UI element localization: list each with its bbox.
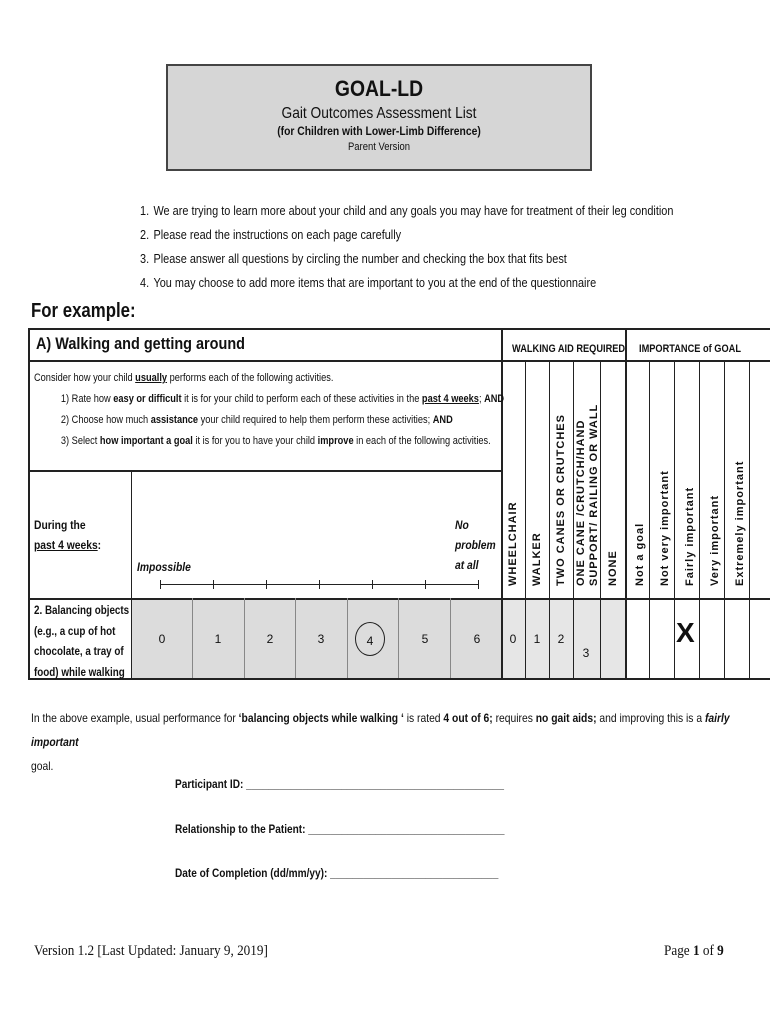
scale-option[interactable]: 5 xyxy=(421,632,429,646)
example-explanation: In the above example, usual performance for ‘balancing objects while walking ‘ is rated 4 out of 6; requires no gait aids; and improving this is a fairly important goal. xyxy=(31,711,730,773)
aid-option[interactable]: 2 xyxy=(557,632,565,646)
instruction-item: 1. We are trying to learn more about your child and any goals you may have for treatment of their leg condition xyxy=(140,203,674,218)
instructions-list xyxy=(140,201,700,297)
scale-option[interactable]: 3 xyxy=(317,632,325,646)
selection-circle xyxy=(355,622,385,656)
divider xyxy=(625,330,627,678)
during-label: During the past 4 weeks: xyxy=(34,518,102,552)
divider xyxy=(649,362,650,678)
divider xyxy=(398,598,399,678)
importance-label-very: Very important xyxy=(709,494,721,586)
divider xyxy=(450,598,451,678)
scale-tick xyxy=(319,580,320,589)
importance-header: IMPORTANCE of GOAL xyxy=(639,343,741,355)
divider xyxy=(573,362,574,678)
divider xyxy=(600,362,601,678)
section-title: A) Walking and getting around xyxy=(36,334,245,353)
instruction-item: 4. You may choose to add more items that are important to you at the end of the questionnaire xyxy=(140,275,597,290)
scale-option-selected[interactable]: 4 xyxy=(366,634,374,648)
importance-label-not-a-goal: Not a goal xyxy=(634,522,646,586)
aid-label-one-cane: ONE CANE /CRUTCH/HAND xyxy=(575,419,587,586)
walking-aid-header: WALKING AID REQUIRED xyxy=(512,343,626,355)
version-label: Parent Version xyxy=(347,141,411,153)
example-form-table xyxy=(28,328,770,680)
participant-id-field[interactable]: Participant ID: ______________________________________________ xyxy=(175,777,505,791)
divider xyxy=(699,362,700,678)
importance-check-mark[interactable]: X xyxy=(676,617,695,648)
scale-tick xyxy=(266,580,267,589)
aid-option[interactable]: 0 xyxy=(509,632,517,646)
document-subtitle: Gait Outcomes Assessment List xyxy=(281,105,477,122)
aid-label-walker: WALKER xyxy=(531,532,543,586)
instruction-item: 2. Please read the instructions on each page carefully xyxy=(140,227,402,242)
divider xyxy=(244,598,245,678)
title-box xyxy=(166,64,592,171)
scale-tick xyxy=(213,580,214,589)
page-number: Page 1 of 9 xyxy=(664,943,724,959)
divider xyxy=(131,470,132,678)
scale-tick xyxy=(372,580,373,589)
scale-tick xyxy=(425,580,426,589)
version-footer: Version 1.2 [Last Updated: January 9, 2019] xyxy=(34,943,268,959)
activity-row-label: 2. Balancing objects (e.g., a cup of hot chocolate, a tray of food) while walking xyxy=(34,603,130,679)
scale-option[interactable]: 0 xyxy=(158,632,166,646)
divider xyxy=(525,362,526,678)
importance-label-extremely: Extremely important xyxy=(734,460,746,586)
relationship-field[interactable]: Relationship to the Patient: ___________________________________ xyxy=(175,822,505,836)
impossible-label: Impossible xyxy=(137,560,191,574)
scale-option[interactable]: 6 xyxy=(473,632,481,646)
divider xyxy=(30,360,770,362)
aid-option[interactable]: 3 xyxy=(582,646,590,660)
date-of-completion-field[interactable]: Date of Completion (dd/mm/yy): ______________________________ xyxy=(175,866,499,880)
instructions-block: Consider how your child usually performs each of the following activities. 1) Rate how easy or difficult it is for your child to perform each of these activities in the past 4 weeks; AND 2) Choose how much assistance your child required to help them perform these activities; AND 3) Select how important a goal it is for you to have your child improve in each of the following activities. xyxy=(34,372,505,447)
divider xyxy=(295,598,296,678)
aid-label-support: SUPPORT/ RAILING OR WALL xyxy=(588,403,600,586)
aid-label-wheelchair: WHEELCHAIR xyxy=(507,501,519,586)
divider xyxy=(192,598,193,678)
divider xyxy=(749,362,750,678)
example-heading: For example: xyxy=(31,300,136,322)
divider xyxy=(674,362,675,678)
aid-label-two-canes: TWO CANES OR CRUTCHES xyxy=(555,414,567,586)
divider xyxy=(347,598,348,678)
document-subtitle-2: (for Children with Lower-Limb Difference) xyxy=(277,124,481,138)
scale-option[interactable]: 2 xyxy=(266,632,274,646)
instruction-item: 3. Please answer all questions by circling the number and checking the box that fits best xyxy=(140,251,567,266)
scale-tick xyxy=(478,580,479,589)
scale-option[interactable]: 1 xyxy=(214,632,222,646)
importance-label-not-very: Not very important xyxy=(659,470,671,586)
no-problem-label: No problem at all xyxy=(455,518,496,572)
aid-option[interactable]: 1 xyxy=(533,632,541,646)
document-title: GOAL-LD xyxy=(334,76,424,101)
divider xyxy=(30,598,770,600)
importance-label-fairly: Fairly important xyxy=(684,486,696,586)
aid-label-none: NONE xyxy=(607,550,619,586)
divider xyxy=(549,362,550,678)
divider xyxy=(30,470,501,472)
divider xyxy=(724,362,725,678)
scale-tick xyxy=(160,580,161,589)
